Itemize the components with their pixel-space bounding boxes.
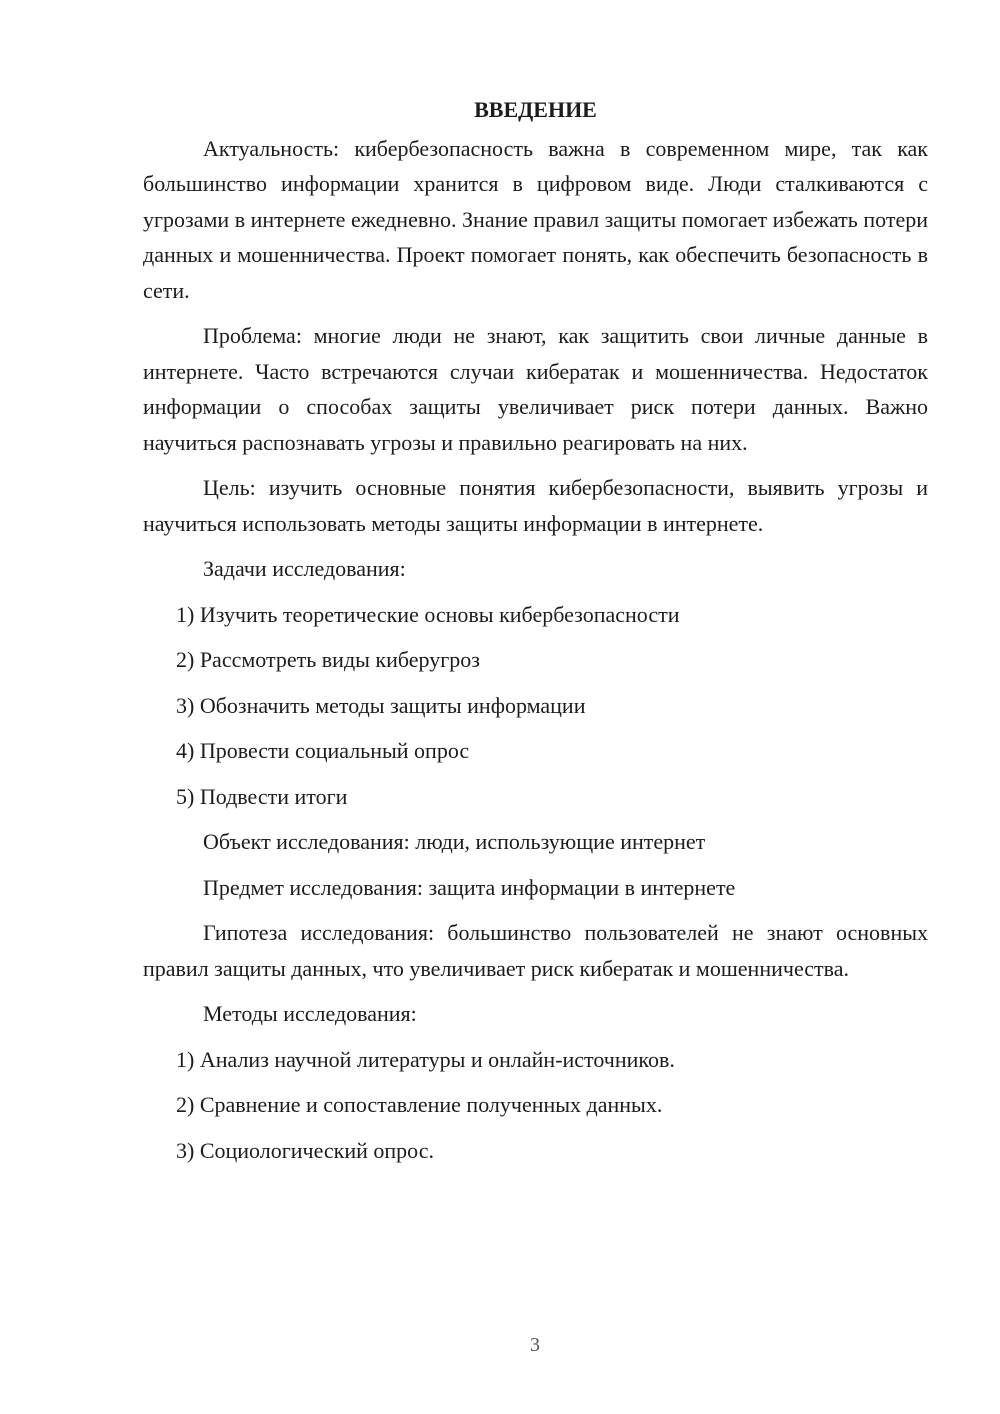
task-item: 4) Провести социальный опрос xyxy=(176,738,470,763)
method-item: 3) Социологический опрос. xyxy=(176,1137,434,1163)
method-item: 2) Сравнение и сопоставление полученных данных. xyxy=(176,1092,663,1117)
problem-paragraph: Проблема: многие люди не знают, как защитить свои личные данные в интернете. Часто встречаются случаи кибератак и мошенничества. Недостаток информации о способах защиты увеличивает риск потери данных. Важно научиться распознавать угрозы и правильно реагировать на них. xyxy=(143,323,928,455)
goal-paragraph: Цель: изучить основные понятия кибербезопасности, выявить угрозы и научиться использовать методы защиты информации в интернете. xyxy=(143,475,928,536)
methods-list xyxy=(143,1042,928,1169)
page-title: ВВЕДЕНИЕ xyxy=(474,97,597,122)
task-item: 1) Изучить теоретические основы кибербезопасности xyxy=(176,601,680,627)
tasks-list xyxy=(143,597,928,815)
object-line: Объект исследования: люди, использующие интернет xyxy=(203,829,706,854)
methods-heading: Методы исследования: xyxy=(203,1001,417,1026)
relevance-paragraph: Актуальность: кибербезопасность важна в современном мире, так как большинство информации хранится в цифровом виде. Люди сталкиваются с угрозами в интернете ежедневно. Знание правил защиты помогает избежать потери данных и мошенничества. Проект помогает понять, как обеспечить безопасность в сети. xyxy=(143,135,928,303)
tasks-heading: Задачи исследования: xyxy=(203,556,406,581)
task-item: 3) Обозначить методы защиты информации xyxy=(176,692,586,718)
document-page xyxy=(143,92,928,1178)
method-item: 1) Анализ научной литературы и онлайн-источников. xyxy=(176,1046,675,1072)
task-item: 2) Рассмотреть виды киберугроз xyxy=(176,647,480,672)
subject-line: Предмет исследования: защита информации в интернете xyxy=(203,874,736,900)
task-item: 5) Подвести итоги xyxy=(176,783,348,809)
page-number: 3 xyxy=(530,1334,540,1356)
hypothesis-paragraph: Гипотеза исследования: большинство пользователей не знают основных правил защиты данных, что увеличивает риск кибератак и мошенничества. xyxy=(143,920,928,981)
